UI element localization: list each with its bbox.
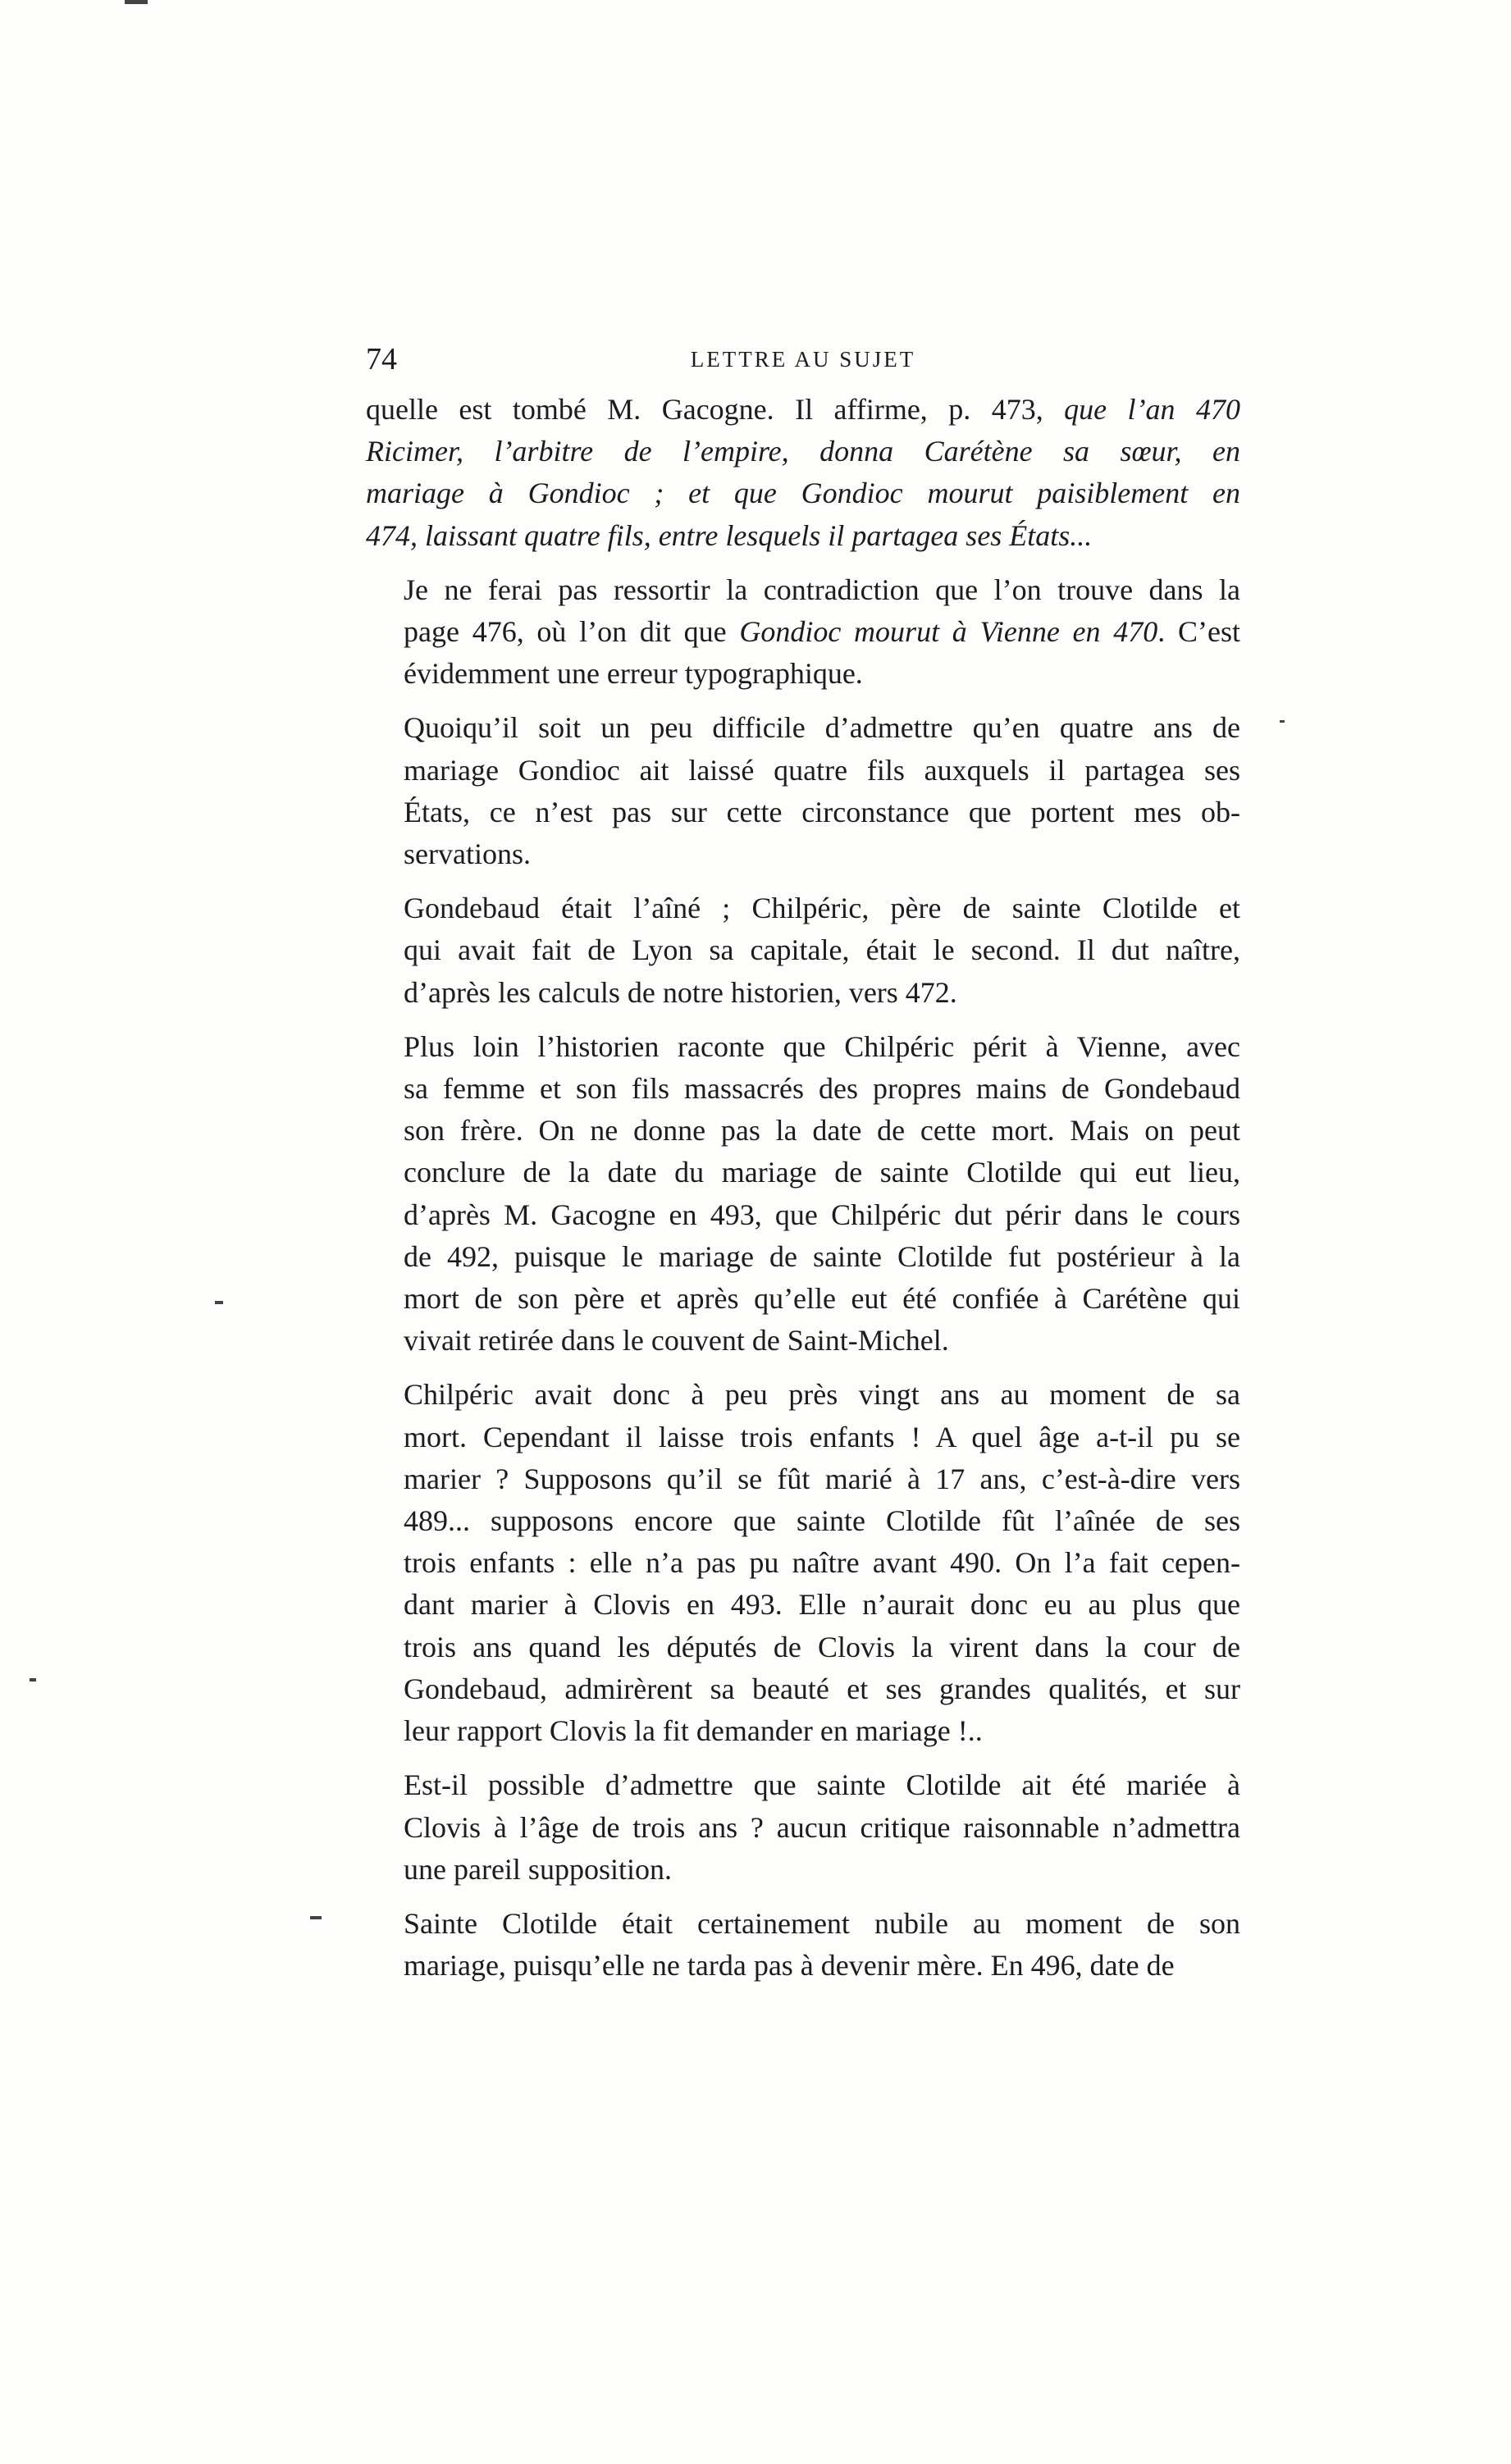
text-line — [366, 1500, 1240, 1542]
text-line — [366, 1236, 1240, 1278]
text-line — [366, 1068, 1240, 1110]
italic-quote: Gondioc mourut à Vienne en 470 — [739, 615, 1158, 649]
italic-quote: Ricimer, l’arbitre de l’empire, donna Carétène sa sœur, en — [366, 435, 1240, 468]
text-run: États, ce n’est pas sur cette circonstance que portent mes ob- — [404, 795, 1240, 828]
paragraph — [366, 707, 1240, 875]
text-line — [366, 653, 1240, 695]
text-run: Sainte Clotilde était certainement nubile au moment de son — [404, 1906, 1240, 1940]
text-line — [366, 750, 1240, 792]
text-run: servations. — [404, 837, 531, 871]
text-line — [366, 515, 1240, 557]
paragraph — [366, 1026, 1240, 1362]
paragraph — [366, 1764, 1240, 1891]
running-title: LETTRE AU SUJET — [690, 347, 916, 372]
text-line — [366, 833, 1240, 875]
text-line — [366, 1417, 1240, 1458]
page-number: 74 — [366, 342, 397, 376]
text-run: d’après les calculs de notre historien, vers 472. — [404, 975, 957, 1009]
text-line — [366, 389, 1240, 431]
text-run: sa femme et son fils massacrés des propres mains de Gondebaud — [404, 1072, 1240, 1106]
text-run: trois enfants : elle n’a pas pu naître avant 490. On l’a fait cepen- — [404, 1546, 1240, 1580]
text-run: de 492, puisque le mariage de sainte Clotilde fut postérieur à la — [404, 1239, 1240, 1273]
text-line — [366, 569, 1240, 611]
text-run: une pareil supposition. — [404, 1852, 672, 1886]
text-line — [366, 929, 1240, 971]
text-line — [366, 1627, 1240, 1668]
text-line — [366, 611, 1240, 653]
text-line — [366, 1152, 1240, 1193]
paragraph — [366, 1903, 1240, 1987]
text-run: conclure de la date du mariage de sainte Clotilde qui eut lieu, — [404, 1156, 1240, 1189]
paragraph — [366, 887, 1240, 1014]
scan-speck — [310, 1916, 322, 1919]
text-run: mort de son père et après qu’elle eut été confiée à Carétène qui — [404, 1282, 1240, 1316]
scan-speck — [1280, 720, 1285, 723]
text-line — [366, 1194, 1240, 1236]
text-line — [366, 472, 1240, 514]
text-run: leur rapport Clovis la fit demander en mariage !.. — [404, 1714, 983, 1748]
text-line — [366, 1903, 1240, 1945]
text-line — [366, 1849, 1240, 1891]
text-run: mariage Gondioc ait laissé quatre fils auxquels il partagea ses — [404, 753, 1240, 787]
text-run: son frère. On ne donne pas la date de cette mort. Mais on peut — [404, 1114, 1240, 1148]
text-line — [366, 972, 1240, 1014]
text-run: trois ans quand les députés de Clovis la virent dans la cour de — [404, 1630, 1240, 1663]
text-run: Gondebaud, admirèrent sa beauté et ses grandes qualités, et sur — [404, 1672, 1240, 1705]
text-line — [366, 1458, 1240, 1500]
text-line — [366, 1026, 1240, 1068]
text-line — [366, 1710, 1240, 1752]
text-line — [366, 1668, 1240, 1710]
italic-quote: mariage à Gondioc ; et que Gondioc mourut paisiblement en — [366, 477, 1240, 510]
text-line — [366, 1320, 1240, 1362]
text-line — [366, 1278, 1240, 1320]
italic-quote: 474, laissant quatre fils, entre lesquels il partagea ses États... — [366, 518, 1093, 552]
text-line — [366, 1542, 1240, 1584]
text-run: marier ? Supposons qu’il se fût marié à 17 ans, c’est-à-dire vers — [404, 1462, 1240, 1495]
text-line — [366, 1110, 1240, 1152]
text-run: qui avait fait de Lyon sa capitale, était le second. Il dut naître, — [404, 933, 1240, 967]
italic-quote: que l’an 470 — [1064, 393, 1240, 426]
text-line — [366, 1584, 1240, 1626]
page-header — [366, 335, 1240, 384]
scan-speck — [30, 1678, 36, 1681]
text-run: mort. Cependant il laisse trois enfants ! A quel âge a-t-il pu se — [404, 1420, 1240, 1453]
paragraph — [366, 389, 1240, 557]
text-run: Plus loin l’historien raconte que Chilpéric périt à Vienne, avec — [404, 1029, 1240, 1063]
text-run: Je ne ferai pas ressortir la contradiction que l’on trouve dans la — [404, 573, 1240, 606]
text-run: Chilpéric avait donc à peu près vingt ans au moment de sa — [404, 1378, 1240, 1412]
text-run: Quoiqu’il soit un peu difficile d’admettre qu’en quatre ans de — [404, 711, 1240, 745]
text-run: vivait retirée dans le couvent de Saint-Michel. — [404, 1324, 949, 1357]
text-run: quelle est tombé M. Gacogne. Il affirme, p. 473, — [366, 393, 1065, 426]
text-line — [366, 1945, 1240, 1987]
text-line — [366, 792, 1240, 833]
text-run: Clovis à l’âge de trois ans ? aucun critique raisonnable n’admettra — [404, 1810, 1240, 1844]
text-line — [366, 887, 1240, 929]
text-line — [366, 1374, 1240, 1416]
scan-speck — [125, 0, 148, 4]
text-run: mariage, puisqu’elle ne tarda pas à devenir mère. En 496, date de — [404, 1949, 1175, 1983]
text-line — [366, 431, 1240, 472]
text-line — [366, 1807, 1240, 1849]
text-run: Gondebaud était l’aîné ; Chilpéric, père de sainte Clotilde et — [404, 892, 1240, 925]
text-line — [366, 1764, 1240, 1806]
text-run: page 476, où l’on dit que — [404, 615, 740, 649]
text-run: dant marier à Clovis en 493. Elle n’aurait donc eu au plus que — [404, 1588, 1240, 1622]
text-run: . C’est — [1157, 615, 1240, 649]
paragraph — [366, 569, 1240, 696]
text-line — [366, 707, 1240, 749]
text-run: 489... supposons encore que sainte Clotilde fût l’aînée de ses — [404, 1504, 1240, 1538]
text-run: d’après M. Gacogne en 493, que Chilpéric dut périr dans le cours — [404, 1198, 1240, 1231]
body-text — [366, 389, 1240, 1987]
paragraph — [366, 1374, 1240, 1752]
scan-speck — [215, 1301, 223, 1304]
text-run: évidemment une erreur typographique. — [404, 657, 863, 691]
text-run: Est-il possible d’admettre que sainte Clotilde ait été mariée à — [404, 1768, 1240, 1802]
